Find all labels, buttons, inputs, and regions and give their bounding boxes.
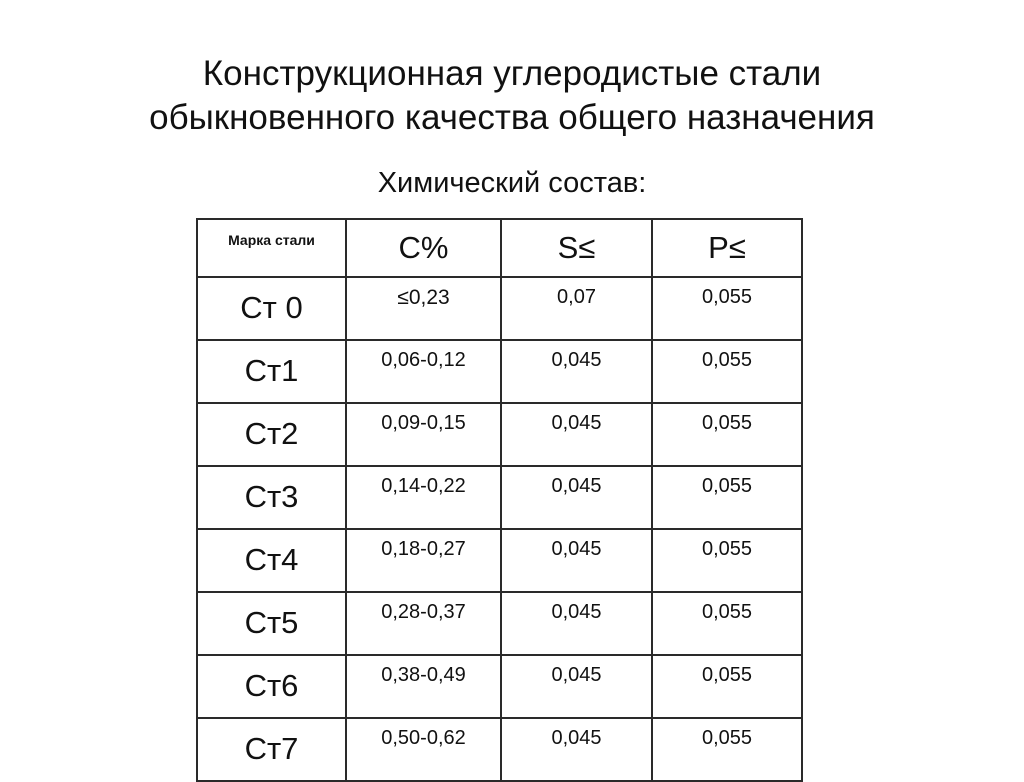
cell-phosphorus: [652, 529, 802, 592]
grade-value: Ст7: [244, 731, 299, 766]
phosphorus-value: 0,055: [701, 538, 753, 560]
table-row: [197, 655, 802, 718]
carbon-value: 0,38-0,49: [381, 664, 466, 686]
cell-carbon: [346, 466, 501, 529]
carbon-value: 0,50-0,62: [381, 727, 466, 749]
table-row: [197, 340, 802, 403]
chemical-composition-table-wrapper: [196, 218, 803, 782]
carbon-value: ≤0,23: [397, 286, 450, 309]
sulfur-value: 0,045: [551, 349, 602, 371]
cell-carbon: [346, 529, 501, 592]
cell-phosphorus: [652, 592, 802, 655]
grade-value: Ст 0: [240, 290, 303, 325]
cell-grade: [197, 340, 346, 403]
grade-value: Ст1: [244, 353, 299, 388]
header-sulfur-label: S≤: [557, 230, 596, 265]
carbon-value: 0,14-0,22: [381, 475, 466, 497]
table-caption: Химический состав:: [377, 167, 647, 199]
cell-sulfur: [501, 403, 652, 466]
sulfur-value: 0,045: [551, 538, 602, 560]
table-row: [197, 592, 802, 655]
grade-value: Ст2: [244, 416, 299, 451]
phosphorus-value: 0,055: [701, 349, 753, 371]
sulfur-value: 0,045: [551, 475, 602, 497]
cell-grade: [197, 277, 346, 340]
phosphorus-value: 0,055: [701, 664, 753, 686]
phosphorus-value: 0,055: [701, 412, 753, 434]
cell-carbon: [346, 655, 501, 718]
cell-sulfur: [501, 529, 652, 592]
header-phosphorus-label: P≤: [708, 230, 746, 265]
grade-value: Ст4: [244, 542, 299, 577]
sulfur-value: 0,045: [551, 664, 602, 686]
cell-sulfur: [501, 340, 652, 403]
cell-phosphorus: [652, 466, 802, 529]
phosphorus-value: 0,055: [701, 601, 753, 623]
header-phosphorus: [652, 219, 802, 277]
phosphorus-value: 0,055: [701, 286, 753, 308]
cell-sulfur: [501, 277, 652, 340]
header-carbon: [346, 219, 501, 277]
cell-phosphorus: [652, 277, 802, 340]
page-title: [0, 52, 1024, 140]
carbon-value: 0,09-0,15: [381, 412, 466, 434]
cell-grade: [197, 529, 346, 592]
cell-carbon: [346, 277, 501, 340]
carbon-value: 0,18-0,27: [381, 538, 466, 560]
cell-carbon: [346, 592, 501, 655]
table-row: [197, 403, 802, 466]
cell-sulfur: [501, 592, 652, 655]
table-row: [197, 277, 802, 340]
chemical-composition-table: [196, 218, 803, 782]
sulfur-value: 0,045: [551, 412, 602, 434]
title-line-1: Конструкционная углеродистые стали: [202, 54, 822, 93]
cell-phosphorus: [652, 655, 802, 718]
table-header-row: [197, 219, 802, 277]
cell-carbon: [346, 340, 501, 403]
header-steel-grade-label: Марка стали: [228, 232, 315, 248]
cell-carbon: [346, 718, 501, 781]
cell-carbon: [346, 403, 501, 466]
header-carbon-label: C%: [398, 230, 449, 265]
title-line-2: обыкновенного качества общего назначения: [149, 98, 875, 137]
table-row: [197, 529, 802, 592]
cell-sulfur: [501, 655, 652, 718]
cell-sulfur: [501, 466, 652, 529]
table-row: [197, 466, 802, 529]
cell-sulfur: [501, 718, 652, 781]
cell-phosphorus: [652, 340, 802, 403]
sulfur-value: 0,07: [557, 286, 596, 308]
cell-phosphorus: [652, 403, 802, 466]
phosphorus-value: 0,055: [701, 475, 753, 497]
cell-grade: [197, 718, 346, 781]
header-steel-grade: [197, 219, 346, 277]
sulfur-value: 0,045: [551, 727, 602, 749]
grade-value: Ст3: [244, 479, 299, 514]
phosphorus-value: 0,055: [701, 727, 753, 749]
carbon-value: 0,28-0,37: [381, 601, 466, 623]
cell-phosphorus: [652, 718, 802, 781]
cell-grade: [197, 466, 346, 529]
table-row: [197, 718, 802, 781]
grade-value: Ст6: [244, 668, 299, 703]
cell-grade: [197, 592, 346, 655]
grade-value: Ст5: [244, 605, 299, 640]
header-sulfur: [501, 219, 652, 277]
carbon-value: 0,06-0,12: [381, 349, 466, 371]
sulfur-value: 0,045: [551, 601, 602, 623]
cell-grade: [197, 655, 346, 718]
cell-grade: [197, 403, 346, 466]
